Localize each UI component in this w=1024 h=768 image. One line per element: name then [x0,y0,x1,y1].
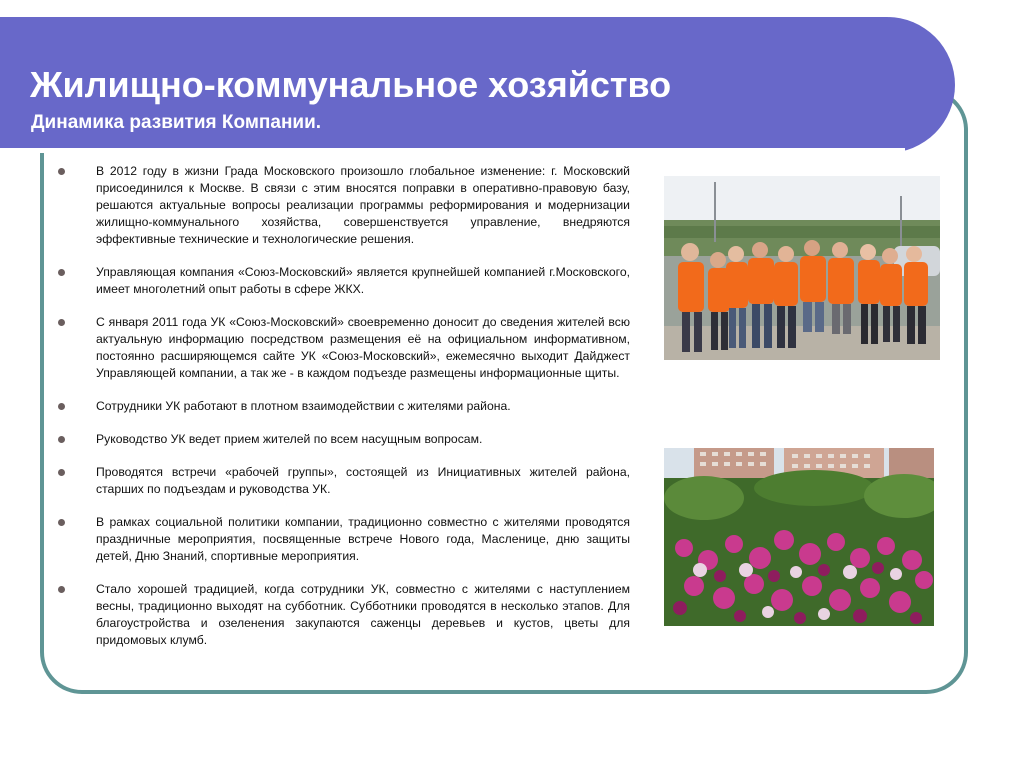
staff-group-image [664,176,940,360]
bullet-text: Руководство УК ведет прием жителей по всем насущным вопросам. [96,432,483,446]
page-subtitle: Динамика развития Компании. [31,112,322,133]
bullet-dot-icon [58,319,65,326]
list-item [58,581,630,649]
bullet-text: В рамках социальной политики компании, традиционно совместно с жителями проводятся праздничные мероприятия, посвященные встрече Нового года, Масленице, дню защиты детей, Дню Знаний, спортивные мероприятия. [96,515,630,563]
list-item [58,431,630,448]
bullet-dot-icon [58,586,65,593]
title-banner [0,17,955,153]
flower-bed-photo [664,448,934,626]
bullet-dot-icon [58,436,65,443]
flower-bed-image [664,448,934,626]
bullet-text: Сотрудники УК работают в плотном взаимодействии с жителями района. [96,399,511,413]
title-underline [0,148,905,153]
bullet-dot-icon [58,269,65,276]
bullet-text: Стало хорошей традицией, когда сотрудники УК, совместно с жителями с наступлением весны, традиционно выходят на субботник. Субботники проводятся в несколько этапов. Для благоустройства и озеленения закупаются саженцы деревьев и кустов, цветы для придомовых клумб. [96,582,630,647]
bullet-list [58,163,630,665]
bullet-text: Проводятся встречи «рабочей группы», состоящей из Инициативных жителей района, старших по подъездам и руководства УК. [96,465,630,496]
staff-group-photo [664,176,940,360]
list-item [58,314,630,382]
bullet-dot-icon [58,469,65,476]
bullet-dot-icon [58,403,65,410]
list-item [58,163,630,248]
list-item [58,464,630,498]
list-item [58,514,630,565]
bullet-text: В 2012 году в жизни Града Московского произошло глобальное изменение: г. Московский присоединился к Москве. В связи с этим вносятся поправки в оперативно-правовую базу, решаются актуальные вопросы реализации программы реформирования и модернизации жилищно-коммунального хозяйства, совершенствуется управление, внедряются эффективные технические и технологические решения. [96,164,630,246]
list-item [58,264,630,298]
bullet-dot-icon [58,519,65,526]
bullet-text: С января 2011 года УК «Союз-Московский» своевременно доносит до сведения жителей всю актуальную информацию посредством размещения её на официальном информативном, постоянно расширяющемся сайте УК «Союз-Московский», ежемесячно выходит Дайджест Управляющей компании, а так же - в каждом подъезде размещены информационные щиты. [96,315,630,380]
page-title: Жилищно-коммунальное хозяйство [30,64,672,105]
list-item [58,398,630,415]
bullet-dot-icon [58,168,65,175]
bullet-text: Управляющая компания «Союз-Московский» является крупнейшей компанией г.Московского, имеет многолетний опыт работы в сфере ЖКХ. [96,265,630,296]
